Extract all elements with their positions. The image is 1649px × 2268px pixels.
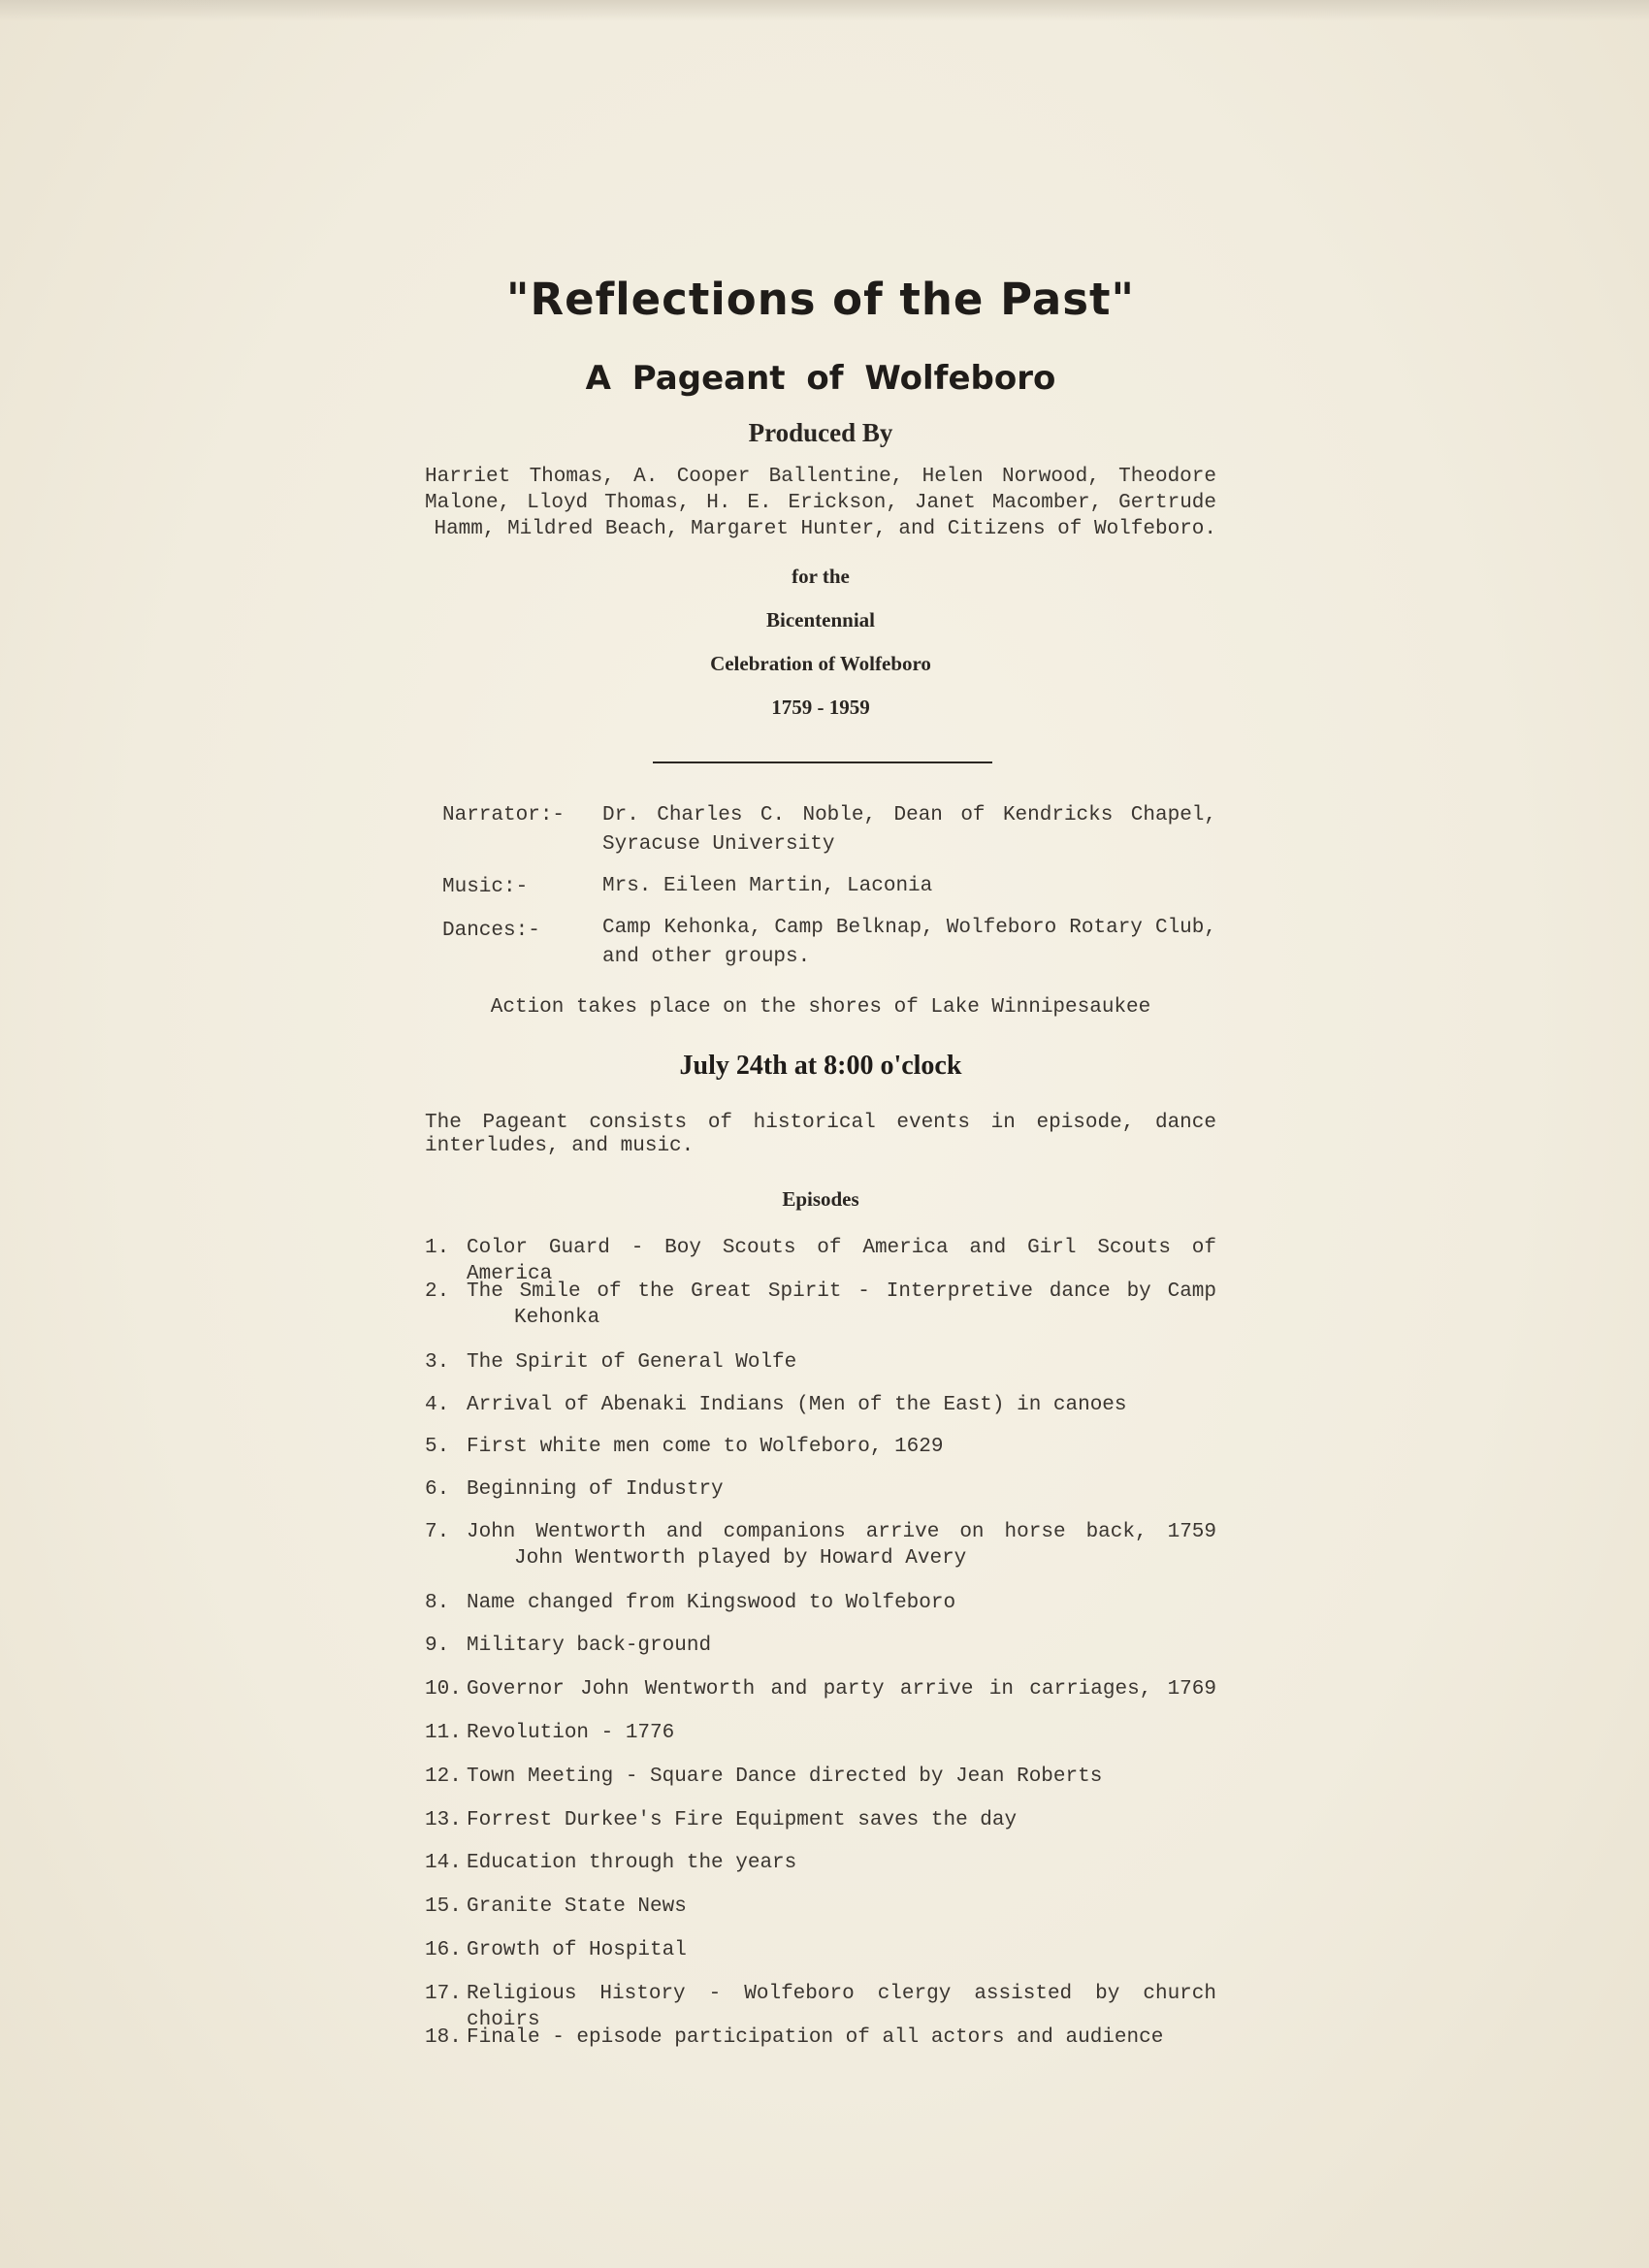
- credit-value-music: Mrs. Eileen Martin, Laconia: [602, 875, 933, 897]
- episode-number: 16.: [425, 1939, 462, 1961]
- episode-text: Forrest Durkee's Fire Equipment saves the day: [467, 1809, 1018, 1831]
- page-title: "Reflections of the Past": [506, 274, 1135, 325]
- episode-number: 17.: [425, 1983, 462, 2005]
- pageant-intro: The Pageant consists of historical events in episode, dance interludes, and music.: [425, 1112, 1216, 1157]
- credit-value-narrator: Dr. Charles C. Noble, Dean of Kendricks Chapel, Syracuse University: [602, 804, 1216, 856]
- episode-text: The Spirit of General Wolfe: [467, 1351, 797, 1374]
- producers-list: Harriet Thomas, A. Cooper Ballentine, Helen Norwood, Theodore Malone, Lloyd Thomas, H. E. Erickson, Janet Macomber, Gertrude Hamm, Mildred Beach, Margaret Hunter, and Citizens of Wolfeboro.: [425, 466, 1216, 540]
- episode-number: 13.: [425, 1809, 462, 1831]
- episode-subtext: John Wentworth played by Howard Avery: [514, 1547, 967, 1570]
- episode-number: 10.: [425, 1678, 462, 1701]
- episode-number: 6.: [425, 1478, 450, 1501]
- credit-label-dances: Dances:-: [442, 920, 540, 942]
- episode-number: 9.: [425, 1635, 450, 1657]
- episode-text: John Wentworth and companions arrive on horse back, 1759: [467, 1521, 1216, 1543]
- episode-text: The Smile of the Great Spirit - Interpretive dance by Camp: [467, 1280, 1216, 1303]
- episode-text: Color Guard - Boy Scouts of America and Girl Scouts of America: [467, 1237, 1216, 1285]
- episode-text: Governor John Wentworth and party arrive in carriages, 1769: [467, 1678, 1216, 1701]
- episode-number: 18.: [425, 2026, 462, 2049]
- episode-text: Town Meeting - Square Dance directed by Jean Roberts: [467, 1766, 1103, 1788]
- page-subtitle: A Pageant of Wolfeboro: [585, 359, 1056, 398]
- episode-text: Growth of Hospital: [467, 1939, 687, 1961]
- divider-rule: [653, 761, 992, 763]
- episode-number: 3.: [425, 1351, 450, 1374]
- page-top-edge: [0, 0, 1649, 21]
- episode-number: 8.: [425, 1592, 450, 1614]
- episode-text: Education through the years: [467, 1852, 797, 1874]
- action-place: Action takes place on the shores of Lake Winnipesaukee: [490, 996, 1151, 1019]
- credit-label-music: Music:-: [442, 876, 529, 898]
- date-time: July 24th at 8:00 o'clock: [679, 1051, 962, 1081]
- episode-number: 1.: [425, 1237, 450, 1259]
- episode-subtext: Kehonka: [514, 1307, 600, 1329]
- credit-label-narrator: Narrator:-: [442, 804, 566, 826]
- episode-text: Name changed from Kingswood to Wolfeboro: [467, 1592, 956, 1614]
- episode-number: 4.: [425, 1394, 450, 1416]
- episode-text: Beginning of Industry: [467, 1478, 724, 1501]
- episode-number: 7.: [425, 1521, 450, 1543]
- episode-number: 15.: [425, 1895, 462, 1918]
- episode-text: Military back-ground: [467, 1635, 712, 1657]
- episode-text: Arrival of Abenaki Indians (Men of the East) in canoes: [467, 1394, 1127, 1416]
- occasion-line-1: for the: [792, 565, 850, 588]
- episode-number: 5.: [425, 1436, 450, 1458]
- occasion-line-3: Celebration of Wolfeboro: [710, 652, 931, 675]
- occasion-line-2: Bicentennial: [765, 608, 875, 632]
- episode-number: 11.: [425, 1722, 462, 1744]
- episode-text: First white men come to Wolfeboro, 1629: [467, 1436, 944, 1458]
- episode-number: 14.: [425, 1852, 462, 1874]
- produced-by-label: Produced By: [748, 418, 893, 447]
- episode-text: Granite State News: [467, 1895, 687, 1918]
- episode-text: Finale - episode participation of all actors and audience: [467, 2026, 1164, 2049]
- episode-number: 2.: [425, 1280, 450, 1303]
- occasion-years: 1759 - 1959: [771, 696, 870, 719]
- episode-text: Revolution - 1776: [467, 1722, 675, 1744]
- episodes-heading: Episodes: [782, 1187, 859, 1211]
- episode-text: Religious History - Wolfeboro clergy assisted by church choirs: [467, 1983, 1216, 2031]
- credit-value-dances: Camp Kehonka, Camp Belknap, Wolfeboro Rotary Club, and other groups.: [602, 917, 1216, 968]
- episode-number: 12.: [425, 1766, 462, 1788]
